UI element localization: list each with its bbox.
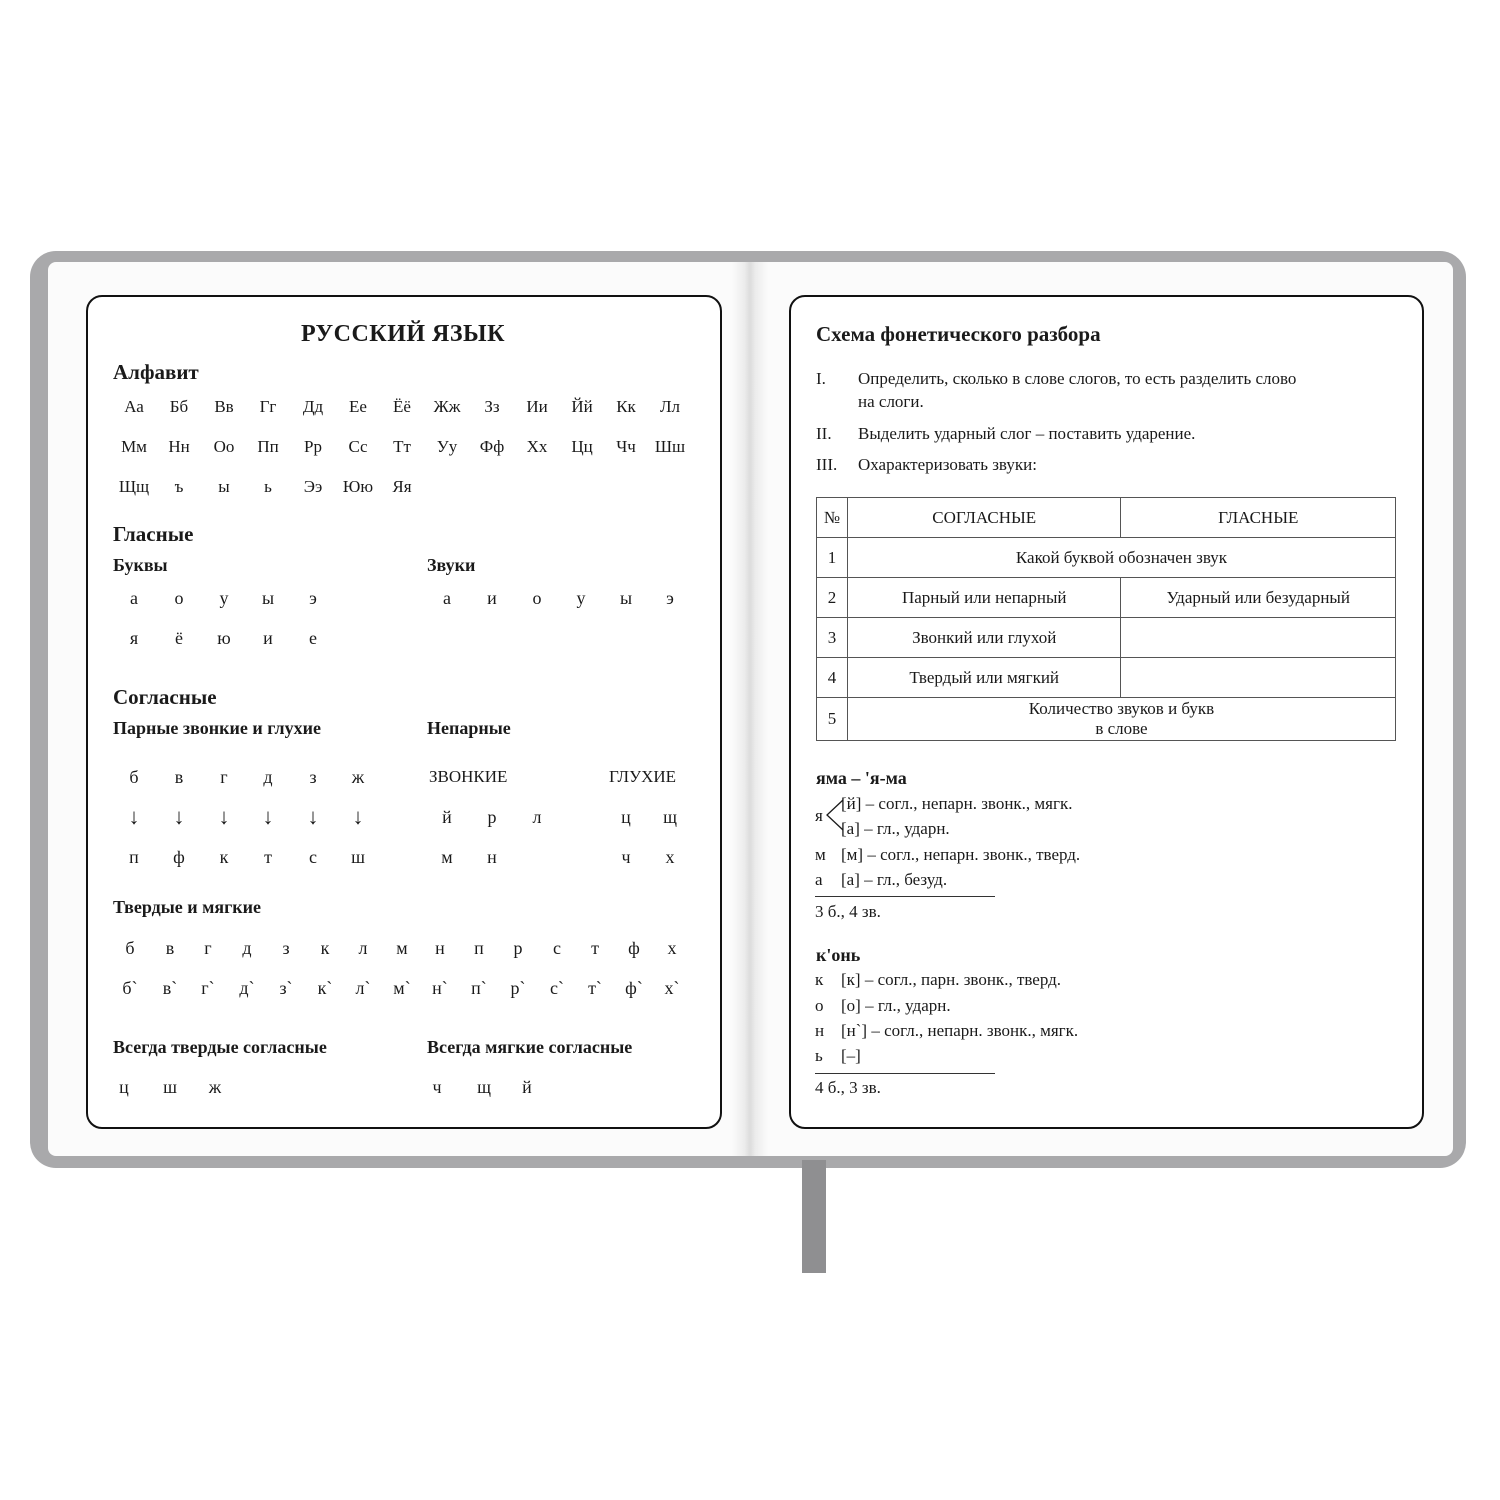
- example2-letter: о: [815, 996, 824, 1015]
- always-hard-consonant: ж: [208, 1077, 222, 1097]
- table-row: [817, 658, 1396, 698]
- alphabet-letter: Дд: [302, 397, 324, 416]
- step-number: I.: [816, 369, 826, 388]
- voiced-consonant: в: [174, 767, 184, 787]
- soft-consonant: х`: [664, 978, 680, 998]
- down-arrow-icon: ↓: [218, 804, 230, 829]
- header-cell: №: [817, 498, 848, 538]
- vowel-letters-label: Буквы: [113, 555, 168, 575]
- table-cell: Ударный или безударный: [1121, 578, 1396, 618]
- table-row: [817, 618, 1396, 658]
- soft-consonant: с`: [550, 978, 564, 998]
- table-row: [817, 538, 1396, 578]
- voiced-consonant: д: [263, 767, 273, 787]
- alphabet-letter: Вв: [214, 397, 234, 416]
- hard-consonant: с: [553, 938, 561, 958]
- alphabet-letter: Ээ: [303, 477, 323, 496]
- vowel-letter: о: [174, 588, 184, 608]
- step-text: Охарактеризовать звуки:: [858, 455, 1037, 474]
- vowel-letter: я: [129, 628, 139, 648]
- unpaired-voiced: р: [487, 807, 497, 827]
- step-text: Определить, сколько в слове слогов, то есть разделить слово: [858, 369, 1297, 388]
- bookmark-ribbon: [802, 1160, 826, 1273]
- alphabet-letter: ы: [218, 477, 230, 496]
- always-hard-consonant: ш: [163, 1077, 177, 1097]
- example1-line: [м] – согл., непарн. звонк., тверд.: [841, 845, 1081, 864]
- voiceless-consonant: к: [219, 847, 229, 867]
- voiced-consonant: б: [129, 767, 139, 787]
- divider: [815, 1073, 995, 1074]
- voiceless-consonant: п: [129, 847, 139, 867]
- example2-letter: к: [815, 970, 824, 989]
- alphabet-letter: Гг: [259, 397, 277, 416]
- always-hard-label: Всегда твердые согласные: [113, 1037, 327, 1057]
- always-soft-consonant: й: [522, 1077, 532, 1097]
- alphabet-letter: Хх: [526, 437, 548, 456]
- vowel-sound: о: [532, 588, 542, 608]
- alphabet-letter: Зз: [484, 397, 500, 416]
- example1-summary: 3 б., 4 зв.: [815, 902, 881, 921]
- alphabet-letter: Яя: [392, 477, 412, 496]
- unpaired-voiced: м: [441, 847, 453, 867]
- example2-line: [о] – гл., ударн.: [841, 996, 951, 1015]
- example1-heading: яма – 'я-ма: [816, 768, 907, 788]
- row-number: 1: [817, 538, 848, 578]
- alphabet-letter: Тт: [393, 437, 411, 456]
- alphabet-letter: ь: [264, 477, 272, 496]
- example1-line: [а] – гл., безуд.: [841, 870, 948, 889]
- always-soft-consonant: щ: [477, 1077, 491, 1097]
- soft-consonant: к`: [317, 978, 333, 998]
- always-soft-label: Всегда мягкие согласные: [427, 1037, 633, 1057]
- row-number: 2: [817, 578, 848, 618]
- vowel-sounds-label: Звуки: [427, 555, 476, 575]
- vowel-letter: ы: [261, 588, 275, 608]
- hard-consonant: л: [358, 938, 368, 958]
- table-row: [817, 578, 1396, 618]
- alphabet-letter: Аа: [124, 397, 144, 416]
- left-page-frame: [86, 295, 722, 1129]
- row-number: 3: [817, 618, 848, 658]
- example2-line: [н`] – согл., непарн. звонк., мягк.: [841, 1021, 1079, 1040]
- vowel-letter: у: [219, 588, 229, 608]
- step-text: Выделить ударный слог – поставить ударение.: [858, 424, 1196, 443]
- soft-consonant: н`: [432, 978, 448, 998]
- hard-consonant: з: [282, 938, 290, 958]
- voiced-consonant: г: [220, 767, 228, 787]
- unpaired-voiceless: х: [665, 847, 675, 867]
- hard-consonant: в: [165, 938, 175, 958]
- table-cell: [1121, 658, 1396, 698]
- voiceless-consonant: ш: [351, 847, 365, 867]
- down-arrow-icon: ↓: [352, 804, 364, 829]
- soft-consonant: р`: [510, 978, 526, 998]
- alphabet-letter: Уу: [436, 437, 458, 456]
- vowel-sound: ы: [619, 588, 633, 608]
- alphabet-letter: Лл: [659, 397, 680, 416]
- example1-line: [а] – гл., ударн.: [841, 819, 950, 838]
- alphabet-letter: Йй: [571, 397, 593, 416]
- example2-letter: н: [815, 1021, 825, 1040]
- vowel-letter: е: [309, 628, 317, 648]
- hard-consonant: д: [242, 938, 252, 958]
- alphabet-letter: Цц: [571, 437, 593, 456]
- down-arrow-icon: ↓: [307, 804, 319, 829]
- table-cell: Парный или непарный: [847, 578, 1121, 618]
- table-row: [817, 698, 1396, 741]
- vowels-heading: Гласные: [113, 522, 194, 546]
- alphabet-letter: Щщ: [118, 477, 150, 496]
- alphabet-letter: Шш: [654, 437, 686, 456]
- example1-letter: а: [815, 870, 823, 889]
- alphabet-letter: Чч: [616, 437, 636, 456]
- hard-consonant: ф: [628, 938, 640, 958]
- cell-line: в слове: [1095, 719, 1148, 738]
- voiceless-consonant: т: [264, 847, 272, 867]
- vowel-sound: у: [576, 588, 586, 608]
- soft-consonant: ф`: [625, 978, 643, 998]
- notebook-spine: [732, 262, 768, 1156]
- table-cell: Звонкий или глухой: [847, 618, 1121, 658]
- unpaired-voiced: н: [487, 847, 497, 867]
- vowel-sound: э: [666, 588, 674, 608]
- example2-heading: к'онь: [816, 945, 861, 965]
- voiceless-consonant: ф: [173, 847, 185, 867]
- soft-consonant: б`: [122, 978, 138, 998]
- unpaired-consonants-label: Непарные: [427, 718, 511, 738]
- vowel-sound: и: [487, 588, 497, 608]
- voiced-consonant: ж: [351, 767, 365, 787]
- voiced-label: ЗВОНКИЕ: [429, 767, 508, 786]
- alphabet-letter: Пп: [257, 437, 279, 456]
- table-header-row: [817, 498, 1396, 538]
- soft-consonant: г`: [201, 978, 215, 998]
- vowel-letter: ё: [175, 628, 183, 648]
- table-cell: [847, 698, 1395, 741]
- cell-line: Количество звуков и букв: [1028, 699, 1215, 718]
- analysis-table: [816, 497, 1396, 741]
- example1-line: [й] – согл., непарн. звонк., мягк.: [841, 794, 1073, 813]
- example1-letter: м: [815, 845, 826, 864]
- alphabet-letter: Юю: [342, 477, 374, 496]
- alphabet-letter: Фф: [479, 437, 505, 456]
- example2-line: [к] – согл., парн. звонк., тверд.: [841, 970, 1062, 989]
- soft-consonant: д`: [239, 978, 255, 998]
- soft-consonant: л`: [355, 978, 371, 998]
- scheme-title: Схема фонетического разбора: [816, 322, 1101, 346]
- voiceless-label: ГЛУХИЕ: [609, 767, 677, 786]
- down-arrow-icon: ↓: [173, 804, 185, 829]
- hard-consonant: н: [435, 938, 445, 958]
- vowel-letter: э: [309, 588, 317, 608]
- down-arrow-icon: ↓: [262, 804, 274, 829]
- step-number: III.: [816, 455, 838, 474]
- down-arrow-icon: ↓: [128, 804, 140, 829]
- soft-consonant: в`: [162, 978, 178, 998]
- alphabet-letter: Сс: [348, 437, 368, 456]
- hard-consonant: р: [513, 938, 523, 958]
- hard-consonant: т: [591, 938, 599, 958]
- soft-consonant: з`: [279, 978, 293, 998]
- hard-consonant: м: [396, 938, 408, 958]
- vowel-letter: и: [263, 628, 273, 648]
- table-cell: Твердый или мягкий: [847, 658, 1121, 698]
- unpaired-voiceless: ч: [621, 847, 631, 867]
- hard-consonant: п: [474, 938, 484, 958]
- alphabet-letter: Бб: [169, 397, 189, 416]
- alphabet-letter: Жж: [433, 397, 461, 416]
- vowel-letter: а: [130, 588, 138, 608]
- header-cell: СОГЛАСНЫЕ: [847, 498, 1121, 538]
- alphabet-letter: Ии: [526, 397, 548, 416]
- hard-consonant: х: [667, 938, 677, 958]
- example1-letter: я: [815, 806, 823, 825]
- hard-consonant: г: [204, 938, 212, 958]
- alphabet-letter: Мм: [121, 437, 147, 456]
- unpaired-voiceless: щ: [663, 807, 677, 827]
- step-number: II.: [816, 424, 832, 443]
- hard-consonant: к: [320, 938, 330, 958]
- soft-consonant: т`: [588, 978, 602, 998]
- soft-consonant: п`: [471, 978, 487, 998]
- always-hard-consonant: ц: [119, 1077, 129, 1097]
- example2-line: [–]: [841, 1046, 861, 1065]
- alphabet-letter: Ёё: [393, 397, 411, 416]
- voiceless-consonant: с: [309, 847, 317, 867]
- row-number: 5: [817, 698, 848, 741]
- alphabet-letter: Рр: [304, 437, 322, 456]
- vowel-sound: а: [443, 588, 451, 608]
- unpaired-voiced: й: [442, 807, 452, 827]
- vowel-letter: ю: [217, 628, 231, 648]
- consonants-heading: Согласные: [113, 685, 217, 709]
- alphabet-letter: ъ: [174, 477, 184, 496]
- alphabet-heading: Алфавит: [113, 360, 199, 384]
- unpaired-voiceless: ц: [621, 807, 631, 827]
- step-text-continued: на слоги.: [858, 392, 924, 411]
- row-number: 4: [817, 658, 848, 698]
- alphabet-letter: Кк: [616, 397, 636, 416]
- alphabet-letter: Оо: [213, 437, 235, 456]
- hard-soft-label: Твердые и мягкие: [113, 897, 262, 917]
- paired-consonants-label: Парные звонкие и глухие: [113, 718, 321, 738]
- hard-consonant: б: [125, 938, 135, 958]
- alphabet-letter: Нн: [168, 437, 190, 456]
- divider: [815, 896, 995, 897]
- example2-summary: 4 б., 3 зв.: [815, 1078, 881, 1097]
- table-cell: [1121, 618, 1396, 658]
- alphabet-letter: Ее: [349, 397, 367, 416]
- example2-letter: ь: [815, 1046, 823, 1065]
- unpaired-voiced: л: [532, 807, 542, 827]
- table-cell: Какой буквой обозначен звук: [847, 538, 1395, 578]
- page-title: РУССКИЙ ЯЗЫК: [300, 321, 506, 347]
- voiced-consonant: з: [309, 767, 317, 787]
- header-cell: ГЛАСНЫЕ: [1121, 498, 1396, 538]
- soft-consonant: м`: [393, 978, 411, 998]
- always-soft-consonant: ч: [432, 1077, 442, 1097]
